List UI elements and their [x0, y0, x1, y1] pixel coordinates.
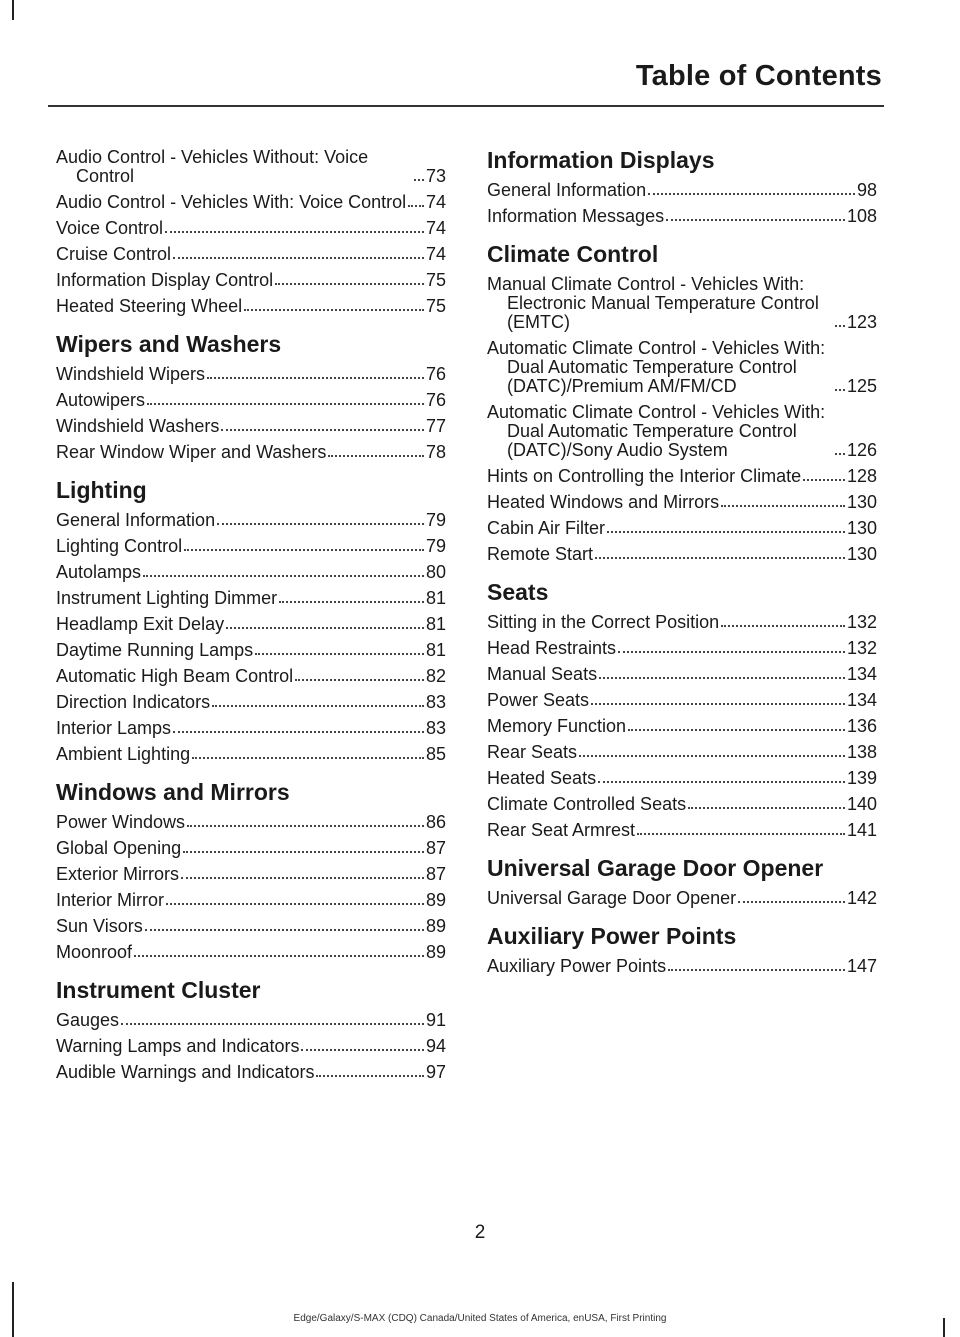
toc-entry-page: 75	[425, 270, 446, 290]
toc-entry[interactable]	[56, 943, 446, 962]
toc-entry-page: 75	[425, 296, 446, 316]
section-title: Climate Control	[487, 241, 659, 267]
toc-entry-title: Heated Windows and Mirrors	[487, 492, 720, 512]
toc-entry-title: Interior Lamps	[56, 718, 172, 738]
toc-entry[interactable]	[56, 1037, 446, 1056]
toc-entry-title: Rear Seats	[487, 742, 578, 762]
dot-leader	[207, 377, 424, 379]
toc-entry[interactable]	[56, 917, 446, 936]
toc-section	[56, 332, 446, 462]
toc-entry-page: 79	[425, 510, 446, 530]
toc-entry-title: Rear Seat Armrest	[487, 820, 636, 840]
toc-entry-page: 125	[846, 376, 877, 396]
toc-entry[interactable]	[487, 207, 877, 226]
dot-leader	[835, 453, 845, 455]
toc-entry-page: 132	[846, 612, 877, 632]
section-title: Seats	[487, 579, 549, 605]
dot-leader	[184, 549, 424, 551]
toc-entry-page: 91	[425, 1010, 446, 1030]
dot-leader	[226, 627, 424, 629]
toc-entry[interactable]	[56, 589, 446, 608]
toc-entry-page: 74	[425, 244, 446, 264]
toc-entry-page: 94	[425, 1036, 446, 1056]
toc-entry-title: Ambient Lighting	[56, 744, 191, 764]
toc-entry-title: Cabin Air Filter	[487, 518, 606, 538]
toc-entry-title: Voice Control	[56, 218, 164, 238]
toc-entry-title: Autowipers	[56, 390, 146, 410]
toc-entry-page: 98	[856, 180, 877, 200]
toc-entry[interactable]	[56, 245, 446, 264]
toc-entry-page: 81	[425, 640, 446, 660]
toc-entry[interactable]	[487, 665, 877, 684]
toc-entry[interactable]	[487, 889, 877, 908]
dot-leader	[275, 283, 424, 285]
toc-entry-page: 85	[425, 744, 446, 764]
toc-entry-page: 123	[846, 312, 877, 332]
dot-leader	[648, 193, 855, 195]
toc-entry-page: 89	[425, 942, 446, 962]
toc-section	[487, 242, 877, 564]
dot-leader	[145, 929, 424, 931]
toc-entry[interactable]	[56, 745, 446, 764]
toc-entry-page: 87	[425, 864, 446, 884]
toc-section	[56, 780, 446, 962]
toc-entry-title: Windshield Washers	[56, 416, 220, 436]
dot-leader	[134, 955, 424, 957]
toc-entry-page: 76	[425, 364, 446, 384]
crop-mark-top-left	[12, 0, 14, 20]
toc-entry[interactable]	[56, 443, 446, 462]
toc-entry-title: Lighting Control	[56, 536, 183, 556]
toc-entry-title: Interior Mirror	[56, 890, 165, 910]
dot-leader	[637, 833, 845, 835]
toc-entry-page: 89	[425, 916, 446, 936]
toc-entry-title: Automatic Climate Control - Vehicles With: Dual Automatic Temperature Control (DATC)/Sony Audio System	[487, 402, 826, 460]
toc-entry-title: Sun Visors	[56, 916, 143, 936]
toc-entry[interactable]	[56, 365, 446, 384]
toc-entry[interactable]	[56, 719, 446, 738]
section-title: Information Displays	[487, 147, 715, 173]
toc-entry-title: Warning Lamps and Indicators	[56, 1036, 300, 1056]
toc-entry-page: 82	[425, 666, 446, 686]
section-title: Universal Garage Door Opener	[487, 855, 824, 881]
toc-entry-page: 83	[425, 718, 446, 738]
toc-entry[interactable]	[56, 813, 446, 832]
toc-entry-title: Head Restraints	[487, 638, 617, 658]
toc-section	[487, 148, 877, 226]
toc-entry[interactable]	[56, 839, 446, 858]
toc-entry[interactable]	[487, 769, 877, 788]
toc-entry-title: Rear Window Wiper and Washers	[56, 442, 327, 462]
toc-entry-page: 139	[846, 768, 877, 788]
toc-entry-page: 87	[425, 838, 446, 858]
toc-entry[interactable]	[487, 639, 877, 658]
dot-leader	[255, 653, 424, 655]
dot-leader	[414, 179, 424, 181]
toc-section	[487, 856, 877, 908]
toc-entry[interactable]	[487, 545, 877, 564]
toc-entry-title: Power Windows	[56, 812, 186, 832]
dot-leader	[166, 903, 424, 905]
toc-entry[interactable]	[487, 691, 877, 710]
toc-entry-title: Universal Garage Door Opener	[487, 888, 737, 908]
toc-left-column	[56, 148, 446, 1089]
toc-entry[interactable]	[56, 511, 446, 530]
section-title: Auxiliary Power Points	[487, 923, 737, 949]
toc-entry[interactable]	[487, 339, 877, 396]
toc-entry-title: Manual Seats	[487, 664, 598, 684]
toc-section	[487, 580, 877, 840]
dot-leader	[595, 557, 845, 559]
dot-leader	[803, 479, 845, 481]
dot-leader	[408, 205, 424, 207]
toc-section	[56, 478, 446, 764]
dot-leader	[165, 231, 424, 233]
toc-entry-title: Gauges	[56, 1010, 120, 1030]
dot-leader	[835, 389, 845, 391]
toc-entry-page: 130	[846, 518, 877, 538]
toc-entry-page: 134	[846, 690, 877, 710]
dot-leader	[668, 969, 845, 971]
toc-entry-title: Information Messages	[487, 206, 665, 226]
toc-entry-page: 142	[846, 888, 877, 908]
dot-leader	[183, 851, 424, 853]
toc-entry[interactable]	[56, 641, 446, 660]
toc-entry-title: Audio Control - Vehicles Without: Voice Control	[56, 147, 369, 186]
toc-section	[56, 148, 446, 316]
toc-entry[interactable]	[56, 1063, 446, 1082]
edition-footer: Edge/Galaxy/S-MAX (CDQ) Canada/United States of America, enUSA, First Printing	[293, 1313, 667, 1324]
toc-entry[interactable]	[56, 563, 446, 582]
toc-entry-page: 81	[425, 588, 446, 608]
toc-entry-title: Climate Controlled Seats	[487, 794, 687, 814]
toc-entry-title: Direction Indicators	[56, 692, 211, 712]
toc-entry-page: 97	[425, 1062, 446, 1082]
toc-entry-title: Power Seats	[487, 690, 590, 710]
toc-entry-page: 74	[425, 218, 446, 238]
toc-entry-title: Cruise Control	[56, 244, 172, 264]
toc-entry-title: Windshield Wipers	[56, 364, 206, 384]
toc-entry-title: Daytime Running Lamps	[56, 640, 254, 660]
toc-entry-title: Automatic Climate Control - Vehicles With: Dual Automatic Temperature Control (DATC)/Premium AM/FM/CD	[487, 338, 826, 396]
toc-entry-title: Memory Function	[487, 716, 627, 736]
toc-entry-title: General Information	[56, 510, 216, 530]
toc-entry-page: 81	[425, 614, 446, 634]
dot-leader	[607, 531, 845, 533]
toc-entry-page: 80	[425, 562, 446, 582]
toc-entry-page: 147	[846, 956, 877, 976]
toc-entry[interactable]	[487, 181, 877, 200]
toc-entry-page: 136	[846, 716, 877, 736]
section-title: Windows and Mirrors	[56, 779, 290, 805]
dot-leader	[721, 625, 845, 627]
dot-leader	[221, 429, 424, 431]
toc-entry-title: Heated Seats	[487, 768, 597, 788]
dot-leader	[217, 523, 424, 525]
toc-entry-page: 141	[846, 820, 877, 840]
dot-leader	[181, 877, 424, 879]
dot-leader	[143, 575, 424, 577]
dot-leader	[328, 455, 424, 457]
toc-entry-page: 74	[425, 192, 446, 212]
toc-entry-title: Audible Warnings and Indicators	[56, 1062, 315, 1082]
toc-entry-page: 77	[425, 416, 446, 436]
dot-leader	[579, 755, 845, 757]
toc-entry-title: Exterior Mirrors	[56, 864, 180, 884]
toc-entry[interactable]	[487, 613, 877, 632]
toc-entry[interactable]	[487, 957, 877, 976]
toc-entry[interactable]	[487, 519, 877, 538]
toc-entry-title: Heated Steering Wheel	[56, 296, 243, 316]
toc-entry[interactable]	[487, 743, 877, 762]
toc-entry[interactable]	[487, 821, 877, 840]
dot-leader	[244, 309, 424, 311]
dot-leader	[187, 825, 424, 827]
dot-leader	[628, 729, 845, 731]
dot-leader	[173, 731, 424, 733]
toc-entry-page: 130	[846, 544, 877, 564]
dot-leader	[121, 1023, 424, 1025]
toc-entry[interactable]	[56, 148, 446, 186]
toc-entry-title: Hints on Controlling the Interior Climate	[487, 466, 802, 486]
dot-leader	[688, 807, 845, 809]
dot-leader	[316, 1075, 423, 1077]
toc-entry-page: 83	[425, 692, 446, 712]
toc-entry[interactable]	[487, 275, 877, 332]
dot-leader	[301, 1049, 424, 1051]
dot-leader	[738, 901, 845, 903]
toc-entry[interactable]	[56, 865, 446, 884]
toc-entry[interactable]	[56, 615, 446, 634]
toc-entry[interactable]	[487, 493, 877, 512]
section-title: Lighting	[56, 477, 147, 503]
toc-entry-title: General Information	[487, 180, 647, 200]
dot-leader	[212, 705, 424, 707]
toc-entry-title: Sitting in the Correct Position	[487, 612, 720, 632]
toc-entry-page: 132	[846, 638, 877, 658]
toc-entry-page: 76	[425, 390, 446, 410]
toc-entry-page: 108	[846, 206, 877, 226]
toc-entry[interactable]	[56, 537, 446, 556]
section-title: Wipers and Washers	[56, 331, 282, 357]
dot-leader	[173, 257, 424, 259]
dot-leader	[591, 703, 845, 705]
toc-entry[interactable]	[487, 795, 877, 814]
toc-entry[interactable]	[56, 219, 446, 238]
toc-entry-page: 140	[846, 794, 877, 814]
toc-entry-title: Headlamp Exit Delay	[56, 614, 225, 634]
toc-entry-title: Autolamps	[56, 562, 142, 582]
toc-entry-title: Instrument Lighting Dimmer	[56, 588, 278, 608]
toc-entry-title: Remote Start	[487, 544, 594, 564]
dot-leader	[666, 219, 845, 221]
dot-leader	[721, 505, 845, 507]
toc-entry[interactable]	[56, 693, 446, 712]
dot-leader	[279, 601, 424, 603]
toc-entry-page: 79	[425, 536, 446, 556]
toc-entry-page: 138	[846, 742, 877, 762]
toc-entry-title: Automatic High Beam Control	[56, 666, 294, 686]
toc-entry-title: Manual Climate Control - Vehicles With: Electronic Manual Temperature Control (EMTC)	[487, 274, 819, 332]
toc-entry-page: 89	[425, 890, 446, 910]
toc-right-column	[487, 148, 877, 983]
toc-entry[interactable]	[56, 391, 446, 410]
dot-leader	[599, 677, 845, 679]
toc-entry-title: Audio Control - Vehicles With: Voice Control	[56, 192, 407, 212]
toc-entry-page: 134	[846, 664, 877, 684]
toc-entry-page: 73	[425, 166, 446, 186]
toc-entry-page: 128	[846, 466, 877, 486]
dot-leader	[835, 325, 845, 327]
dot-leader	[147, 403, 424, 405]
toc-entry[interactable]	[487, 403, 877, 460]
dot-leader	[618, 651, 845, 653]
crop-mark-bottom-left	[12, 1282, 14, 1337]
toc-entry[interactable]	[487, 467, 877, 486]
toc-entry-page: 78	[425, 442, 446, 462]
toc-entry[interactable]	[56, 297, 446, 316]
toc-entry[interactable]	[487, 717, 877, 736]
toc-entry[interactable]	[56, 417, 446, 436]
dot-leader	[295, 679, 424, 681]
page-title: Table of Contents	[635, 60, 882, 92]
dot-leader	[598, 781, 845, 783]
toc-entry[interactable]	[56, 1011, 446, 1030]
dot-leader	[192, 757, 424, 759]
header-divider	[48, 105, 884, 107]
toc-entry[interactable]	[56, 667, 446, 686]
toc-entry-title: Information Display Control	[56, 270, 274, 290]
toc-entry-title: Moonroof	[56, 942, 133, 962]
toc-entry[interactable]	[56, 891, 446, 910]
toc-entry-title: Global Opening	[56, 838, 182, 858]
toc-entry[interactable]	[56, 271, 446, 290]
page-number: 2	[474, 1222, 486, 1243]
toc-entry-page: 130	[846, 492, 877, 512]
toc-entry[interactable]	[56, 193, 446, 212]
section-title: Instrument Cluster	[56, 977, 261, 1003]
toc-section	[56, 978, 446, 1082]
toc-section	[487, 924, 877, 976]
toc-entry-title: Auxiliary Power Points	[487, 956, 667, 976]
toc-entry-page: 126	[846, 440, 877, 460]
toc-entry-page: 86	[425, 812, 446, 832]
